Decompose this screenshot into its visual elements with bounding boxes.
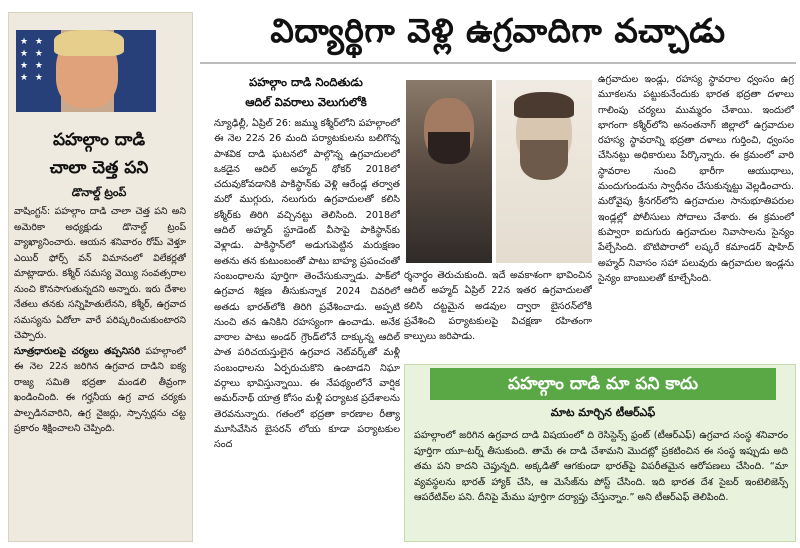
subheadline-line2: ఆదిల్ వివరాలు వెలుగులోకి (245, 95, 367, 109)
main-headline: విద్యార్థిగా వెళ్లి ఉగ్రవాదిగా వచ్చాడు (270, 11, 726, 50)
accused-photo-2 (496, 80, 592, 263)
sidebar-body (14, 204, 186, 534)
sidebar-headline-line2: చాలా చెత్త పని (49, 158, 149, 178)
accused-photo-1 (406, 80, 492, 263)
article-column-1: న్యూఢిల్లీ, ఏప్రిల్ 26: జమ్ము కశ్మీర్‌లోని పహల్గాంలో ఈ నెల 22న 26 మంది పర్యాటకులను బలిగొన్న పాశవిక దాడి ఘటనలో పాల్గొన్న ఉగ్రవాదులలో ఒకడైన ఆదిల్ అహ్మద్ థోకర్ 2018లో చదువుకోవడానికి పాకిస్థాన్‌కు వెళ్లి ఆరేండ్ల తర్వాత మరో ముగ్గురు, నలుగురు ఉగ్రవాదులతో కలిసి కశ్మీర్‌కు తిరిగి వచ్చినట్టు తెలిసింది. 2018లో ఆదిల్ అహ్మద్ స్టూడెంట్ వీసాపై పాకిస్థాన్‌కు వెళ్లాడు. పాకిస్థాన్‌లో అడుగుపెట్టిన మరుక్షణం అతను తన కుటుంబంతో పాటు బాహ్య ప్రపంచంతో సంబంధాలను పూర్తిగా తెంచేసుకున్నాడు. పాక్‌లో ఉగ్రవాద శిక్షణ తీసుకున్నాక 2024 చివరిలో అతడు భారత్‌లోకి తిరిగి ప్రవేశించాడు. అప్పటి నుంచి తన ఉనికిని రహస్యంగా ఉంచాడు. అనేక వారాల పాటు అండర్ గ్రౌండ్‌లోనే దాక్కున్న ఆదిల్ పాత పరిచయస్తులైన ఉగ్రవాద నెట్‌వర్క్‌తో మళ్లీ సంబంధాలను ఏర్పరుచుకొని ఉంటాడని నిఘా వర్గాలు భావిస్తున్నాయి. ఈ నేపథ్యంలోనే వార్షిక అమర్‌నాథ్ యాత్ర కోసం మళ్లీ పర్యాటక ప్రదేశాలను తెరవనున్నారు. గతంలో భద్రతా కారణాల రీత్యా మూసివేసిన బైసరన్ లోయ కూడా పర్యాటకుల సంద (214, 118, 400, 451)
title-divider (200, 62, 796, 64)
article-column-2: ర్శనార్థం తెరుచుకుంది. ఇదే అవకాశంగా భావించిన ఆదిల్ అహ్మద్ ఏప్రిల్ 22న ఇతర ఉగ్రవాదులతో కలిసి దట్టమైన అడవుల ద్వారా బైసరన్‌లోకి ప్రవేశించి పర్యాటకులపై విచక్షణా రహితంగా కాల్పులు జరిపాడు. (404, 270, 592, 343)
article-column-3: ఉగ్రవాదుల ఇండ్లు, రహస్య స్థావరాల ధ్వంసం ఉగ్ర మూకలను పట్టుకునేందుకు భారత భద్రతా దళాలు గాలింపు చర్యలు ముమ్మరం చేశాయి. ఇందులో భాగంగా కశ్మీర్‌లోని అనంతనాగ్ జిల్లాలో ఉగ్రవాదుల రహస్య స్థావరాన్ని భద్రతా దళాలు గుర్తించి, ధ్వంసం చేసినట్టు అధికారులు పేర్కొన్నారు. ఈ క్రమంలో వారి స్థావరాల నుంచి భారీగా ఆయుధాలు, మందుగుండును స్వాధీనం చేసుకున్నట్టు వెల్లడించారు. మరోవైపు శ్రీనగర్‌లోని ఉగ్రవాదుల సానుభూతిపరుల ఇండ్లల్లో పోలీసులు సోదాలు చేశారు. ఈ క్రమంలో కుప్వారా ఐదుగురు ఉగ్రవాదుల నివాసాలను సైన్యం పేల్చేసింది. బొటిపొరాలో లష్కరే కమాండర్ షాహిద్ అహ్మద్ నివాసం సహా పలువురు ఉగ్రవాదుల ఇండ్లను సైన్యం బాంబులతో కూల్చేసింది. (598, 74, 794, 284)
trf-box-subtitle: మాట మార్చిన టీఆర్‌ఎఫ్ (550, 406, 656, 419)
sidebar-paragraph-2: పహల్గాంలో ఈ నెల 22న జరిగిన ఉగ్రవాద దాడిని ఐక్య రాజ్య సమితి భద్రతా మండలి తీవ్రంగా ఖండించింది. ఈ గర్హనీయ ఉగ్ర వాద చర్యకు పాల్పడినవారిని, ఉగ్ర నైజర్లు, స్పాన్సర్లను చట్ట ప్రకారం శిక్షించాలని చెప్పింది. (14, 345, 186, 434)
trf-box-title: పహల్గాం దాడి మా పని కాదు (430, 368, 776, 400)
sidebar-byline: డొనాల్డ్ ట్రంప్ (71, 186, 127, 199)
sidebar-headline-line1: పహల్గాం దాడి (52, 130, 146, 150)
sidebar-paragraph-1: వాషింగ్టన్: పహల్గాం దాడి చాలా చెత్త పని అని అమెరికా అధ్యక్షుడు డొనాల్డ్ ట్రంప్ వ్యాఖ్యానించారు. ఆయన శనివారం రోమ్ వెళ్తూ ఎయిర్ ఫోర్స్ వన్ విమానంలో విలేకర్లతో మాట్లాడారు. కశ్మీర్ సమస్య వెయ్యి సంవత్సరాల నుంచి కొనసాగుతున్నదని అన్నారు. ఇరు దేశాల నేతలు తనకు సన్నిహితులేనని, కశ్మీర్, ఉగ్రవాద సమస్యను ఏదోలా వారే పరిష్కరించుకుంటారని చెప్పారు. (14, 206, 186, 341)
subheadline-line1: పహల్గాం దాడి నిందితుడు (249, 75, 363, 89)
sidebar-headline (14, 126, 184, 182)
sidebar-paragraph-2-lead: సూత్రధారులపై చర్యలు తప్పనిసరి (14, 345, 141, 357)
article-subheadline (214, 72, 398, 112)
trf-box-body: పహల్గాంలో జరిగిన ఉగ్రవాద దాడి విషయంలో ది రెసిస్టెన్స్ ఫ్రంట్ (టీఆర్‌ఎఫ్) ఉగ్రవాద సంస్థ శనివారం పూర్తిగా యూ-టర్న్ తీసుకుంది. తామే ఈ దాడి చేశామని మొదట్లో ప్రకటించిన ఈ సంస్థ ఇప్పుడు అది తమ పని కాదని చెప్తున్నది. అక్కడితో ఆగకుండా భారత్‌పై విపరీతమైన ఆరోపణలు చేసింది. “మా వ్యవస్థలను భారత్ హ్యాక్ చేసి, ఆ మెసేజ్‌ను పోస్ట్ చేసింది. ఇది భారత దేశ సైబర్ ఇంటెలిజెన్స్ ఆపరేటివ్‌ల పని. దీనిపై మేము పూర్తిగా దర్యాప్తు చేస్తున్నాం.” అని టీఆర్‌ఎఫ్ తెలిపింది. (414, 430, 788, 504)
trump-photo: ★ ★ ★ ★ ★ ★ ★ ★ (16, 30, 156, 112)
